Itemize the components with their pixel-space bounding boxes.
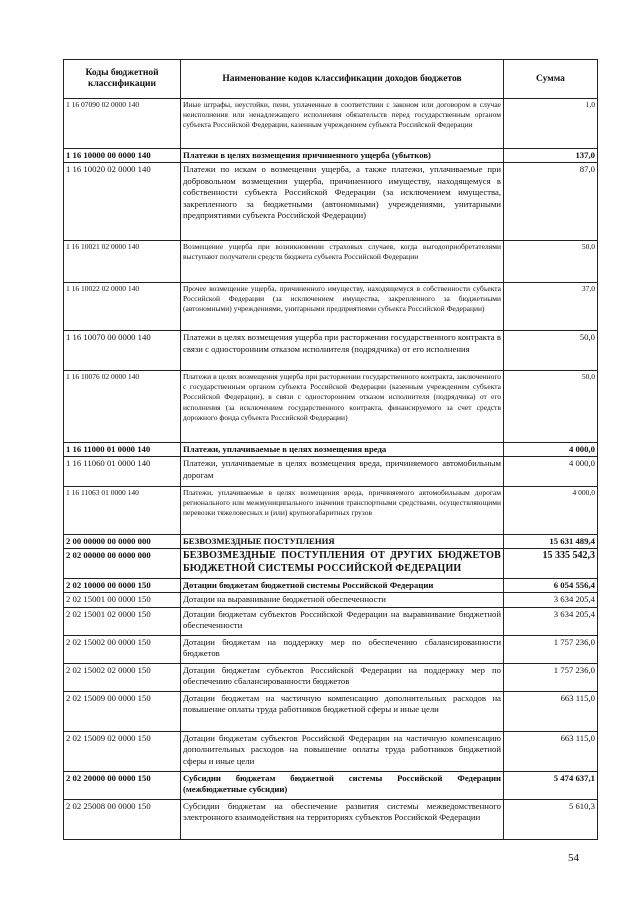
table-row xyxy=(64,443,598,457)
row-name: Возмещение ущерба при возникновении страховых случаев, когда выгодоприобретателями выступают получатели средств бюджета субъекта Российской Федерации xyxy=(181,241,504,283)
row-code: 2 02 15009 02 0000 150 xyxy=(64,731,181,771)
header-sum: Сумма xyxy=(504,60,598,99)
row-code: 1 16 11000 01 0000 140 xyxy=(64,443,181,457)
header-name: Наименование кодов классификации доходов бюджетов xyxy=(181,60,504,99)
row-code: 1 16 10076 02 0000 140 xyxy=(64,371,181,443)
row-sum: 4 000,0 xyxy=(504,487,598,535)
budget-table xyxy=(63,59,598,840)
table-row xyxy=(64,731,598,771)
table-row xyxy=(64,149,598,163)
row-code: 1 16 11063 01 0000 140 xyxy=(64,487,181,535)
row-sum: 137,0 xyxy=(504,149,598,163)
row-code: 1 16 10022 02 0000 140 xyxy=(64,283,181,331)
row-sum: 87,0 xyxy=(504,163,598,241)
table-row xyxy=(64,549,598,579)
row-code: 2 02 15001 02 0000 150 xyxy=(64,607,181,635)
table-row xyxy=(64,457,598,487)
table-row xyxy=(64,691,598,731)
header-row xyxy=(64,60,598,99)
row-sum: 50,0 xyxy=(504,331,598,371)
row-code: 1 16 10070 00 0000 140 xyxy=(64,331,181,371)
row-name: БЕЗВОЗМЕЗДНЫЕ ПОСТУПЛЕНИЯ xyxy=(181,535,504,549)
row-name: Платежи, уплачиваемые в целях возмещения вреда, причиняемого автомобильным дорогам регионального или межмуниципального значения транспортными средствами, осуществляющими перевозки тяжеловесных и (или) крупногабаритных грузов xyxy=(181,487,504,535)
row-name: Платежи в целях возмещения причиненного ущерба (убытков) xyxy=(181,149,504,163)
table-row xyxy=(64,663,598,691)
row-name: Иные штрафы, неустойки, пени, уплаченные в соответствии с законом или договором в случае неисполнения или ненадлежащего исполнения обязательств перед государственным органом субъекта Российской Федерации, казенным учреждением субъекта Российской Федерации xyxy=(181,99,504,149)
table-row xyxy=(64,331,598,371)
row-name: Платежи, уплачиваемые в целях возмещения вреда, причиняемого автомобильным дорогам xyxy=(181,457,504,487)
row-name: Платежи по искам о возмещении ущерба, а также платежи, уплачиваемые при добровольном возмещении ущерба, причиненного имуществу, находящемуся в собственности субъекта Российской Федерации (за исключением имущества, закрепленного за бюджетными (автономными) учреждениями, унитарными предприятиями субъекта Российской Федерации) xyxy=(181,163,504,241)
header-code: Коды бюджетной классификации xyxy=(64,60,181,99)
table-row xyxy=(64,535,598,549)
table-row xyxy=(64,635,598,663)
row-name: Платежи в целях возмещения ущерба при расторжении государственного контракта, заключенного с государственным органом субъекта Российской Федерации (казенным учреждением субъекта Российской Федерации), в связи с односторонним отказом исполнителя (подрядчика) от его исполнения (за исключением государственного контракта, финансируемого за счет средств дорожного фонда субъекта Российской Федерации) xyxy=(181,371,504,443)
row-sum: 4 000,0 xyxy=(504,443,598,457)
row-code: 1 16 10021 02 0000 140 xyxy=(64,241,181,283)
row-code: 1 16 10000 00 0000 140 xyxy=(64,149,181,163)
row-code: 2 02 15001 00 0000 150 xyxy=(64,593,181,608)
row-name: БЕЗВОЗМЕЗДНЫЕ ПОСТУПЛЕНИЯ ОТ ДРУГИХ БЮДЖЕТОВ БЮДЖЕТНОЙ СИСТЕМЫ РОССИЙСКОЙ ФЕДЕРАЦИИ xyxy=(181,549,504,579)
row-name: Платежи в целях возмещения ущерба при расторжении государственного контракта в связи с односторонним отказом исполнителя (подрядчика) от его исполнения xyxy=(181,331,504,371)
row-code: 2 02 15002 00 0000 150 xyxy=(64,635,181,663)
row-code: 2 02 20000 00 0000 150 xyxy=(64,771,181,799)
row-code: 2 02 10000 00 0000 150 xyxy=(64,579,181,593)
row-name: Прочее возмещение ущерба, причиненного имуществу, находящемуся в собственности субъекта Российской Федерации (за исключением имущества, закрепленного за бюджетными (автономными) учреждениями, унитарными предприятиями субъекта Российской Федерации) xyxy=(181,283,504,331)
table-row xyxy=(64,283,598,331)
table-row xyxy=(64,371,598,443)
row-name: Дотации на выравнивание бюджетной обеспеченности xyxy=(181,593,504,608)
table-row xyxy=(64,241,598,283)
row-code: 1 16 10020 02 0000 140 xyxy=(64,163,181,241)
row-name: Дотации бюджетам субъектов Российской Федерации на выравнивание бюджетной обеспеченности xyxy=(181,607,504,635)
row-code: 2 02 00000 00 0000 000 xyxy=(64,549,181,579)
row-sum: 15 335 542,3 xyxy=(504,549,598,579)
table-row xyxy=(64,163,598,241)
row-sum: 1,0 xyxy=(504,99,598,149)
row-sum: 50,0 xyxy=(504,241,598,283)
row-sum: 6 054 556,4 xyxy=(504,579,598,593)
row-sum: 50,0 xyxy=(504,371,598,443)
table-row xyxy=(64,771,598,799)
row-sum: 3 634 205,4 xyxy=(504,593,598,608)
row-code: 2 02 15009 00 0000 150 xyxy=(64,691,181,731)
row-sum: 15 631 489,4 xyxy=(504,535,598,549)
row-code: 1 16 11060 01 0000 140 xyxy=(64,457,181,487)
row-sum: 1 757 236,0 xyxy=(504,635,598,663)
table-row xyxy=(64,487,598,535)
table-row xyxy=(64,579,598,593)
row-sum: 3 634 205,4 xyxy=(504,607,598,635)
row-sum: 37,0 xyxy=(504,283,598,331)
table-row xyxy=(64,607,598,635)
table-row xyxy=(64,593,598,608)
row-sum: 5 610,3 xyxy=(504,799,598,839)
row-code: 2 02 25008 00 0000 150 xyxy=(64,799,181,839)
row-name: Дотации бюджетам на поддержку мер по обеспечению сбалансированности бюджетов xyxy=(181,635,504,663)
row-code: 2 02 15002 02 0000 150 xyxy=(64,663,181,691)
table-row xyxy=(64,99,598,149)
row-code: 1 16 07090 02 0000 140 xyxy=(64,99,181,149)
row-sum: 663 115,0 xyxy=(504,731,598,771)
row-sum: 5 474 637,1 xyxy=(504,771,598,799)
row-sum: 4 000,0 xyxy=(504,457,598,487)
row-name: Дотации бюджетам на частичную компенсацию дополнительных расходов на повышение оплаты труда работников бюджетной сферы и иные цели xyxy=(181,691,504,731)
row-name: Субсидии бюджетам бюджетной системы Российской Федерации (межбюджетные субсидии) xyxy=(181,771,504,799)
row-name: Дотации бюджетам бюджетной системы Российской Федерации xyxy=(181,579,504,593)
row-sum: 663 115,0 xyxy=(504,691,598,731)
row-sum: 1 757 236,0 xyxy=(504,663,598,691)
row-name: Дотации бюджетам субъектов Российской Федерации на частичную компенсацию дополнительных расходов на повышение оплаты труда работников бюджетной сферы и иные цели xyxy=(181,731,504,771)
page-number: 54 xyxy=(568,852,579,864)
row-name: Дотации бюджетам субъектов Российской Федерации на поддержку мер по обеспечению сбалансированности бюджетов xyxy=(181,663,504,691)
row-code: 2 00 00000 00 0000 000 xyxy=(64,535,181,549)
table-row xyxy=(64,799,598,839)
row-name: Субсидии бюджетам на обеспечение развития системы межведомственного электронного взаимодействия на территориях субъектов Российской Федерации xyxy=(181,799,504,839)
row-name: Платежи, уплачиваемые в целях возмещения вреда xyxy=(181,443,504,457)
